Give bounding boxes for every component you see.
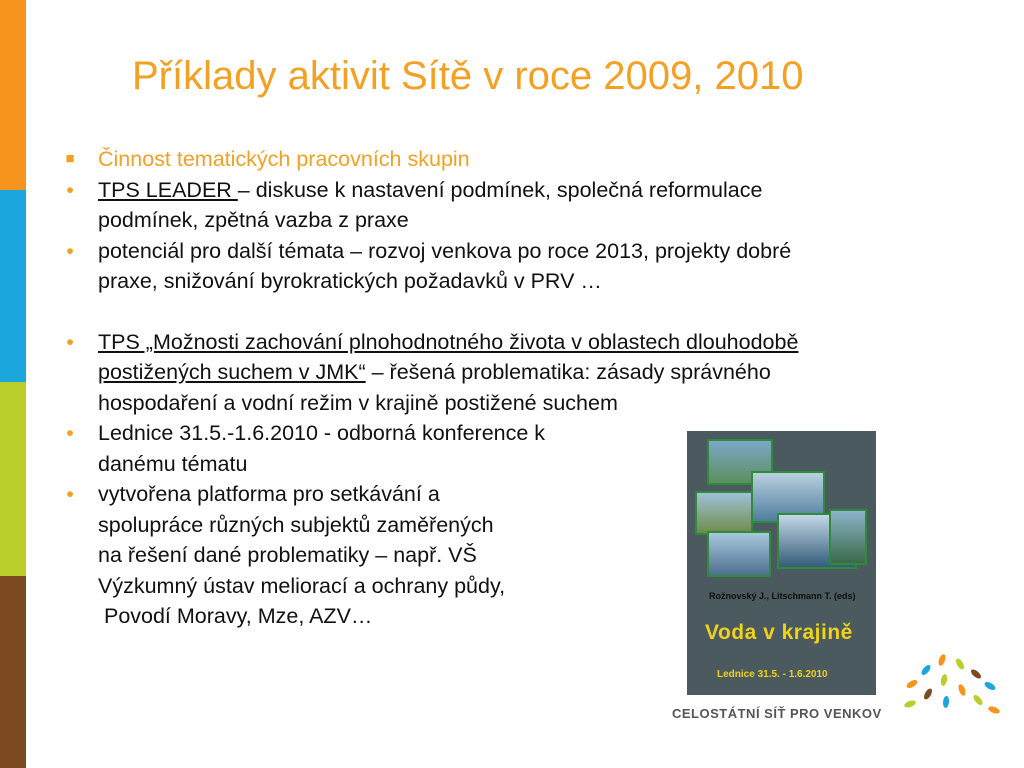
stripe-orange (0, 0, 26, 190)
square-bullet-icon: ■ (65, 150, 75, 167)
bullet-line: vytvořena platforma pro setkávání a (98, 482, 440, 506)
bullet-text: – diskuse k nastavení podmínek, společná reformulace (237, 177, 763, 202)
tps-sucho-link[interactable]: TPS „Možnosti zachování plnohodnotného života v oblastech dlouhodobě (98, 329, 799, 354)
cover-photo (707, 531, 771, 577)
bullet-line (98, 357, 960, 388)
cover-title: Voda v krajině (705, 621, 853, 644)
stripe-brown (0, 576, 26, 768)
section-heading: Činnost tematických pracovních skupin (98, 147, 470, 171)
bullet-line (98, 175, 960, 206)
bullet-line: potenciál pro další témata – rozvoj venkova po roce 2013, projekty dobré (98, 238, 792, 263)
section-heading-item (60, 144, 960, 175)
bullet-line: Výzkumný ústav meliorací a ochrany půdy, (98, 573, 506, 598)
stripe-green (0, 382, 26, 576)
bullet-line: praxe, snižování byrokratických požadavků v PRV … (98, 269, 602, 293)
bullet-line: Povodí Moravy, Mze, AZV… (98, 604, 373, 628)
bullet-item-potencial (60, 236, 960, 297)
slide-title: Příklady aktivit Sítě v roce 2009, 2010 (132, 54, 804, 98)
bullet-line: danému tématu (98, 451, 248, 476)
logo-leaves-icon (672, 650, 1012, 740)
tps-sucho-link-cont[interactable]: postižených suchem v JMK“ (98, 360, 366, 384)
tps-leader-link[interactable]: TPS LEADER (98, 177, 238, 202)
organization-logo (672, 650, 1012, 740)
bullet-dot-icon: • (66, 482, 74, 506)
bullet-line: podmínek, zpětná vazba z praxe (98, 208, 409, 232)
cover-photo (829, 509, 867, 565)
bullet-item-tps-sucho (60, 327, 960, 419)
spacer (60, 297, 960, 327)
bullet-dot-icon: • (66, 238, 74, 263)
bullet-line: Lednice 31.5.-1.6.2010 - odborná konference k (98, 421, 546, 445)
bullet-line: spolupráce různých subjektů zaměřených (98, 512, 494, 537)
cover-event: Lednice 31.5. - 1.6.2010 (717, 669, 828, 680)
bullet-line: hospodaření a vodní režim v krajině postižené suchem (98, 390, 618, 415)
cover-authors: Rožnovský J., Litschmann T. (eds) (709, 591, 856, 601)
bullet-item-tps-leader (60, 175, 960, 236)
stripe-blue (0, 190, 26, 382)
bullet-text: – řešená problematika: zásady správného (365, 360, 771, 384)
bullet-dot-icon: • (66, 329, 74, 354)
cover-photo (695, 491, 753, 535)
bullet-dot-icon: • (66, 177, 74, 202)
bullet-line: na řešení dané problematiky – např. VŠ (98, 543, 477, 567)
logo-text: CELOSTÁTNÍ SÍŤ PRO VENKOV (672, 706, 882, 721)
bullet-dot-icon: • (66, 421, 74, 445)
